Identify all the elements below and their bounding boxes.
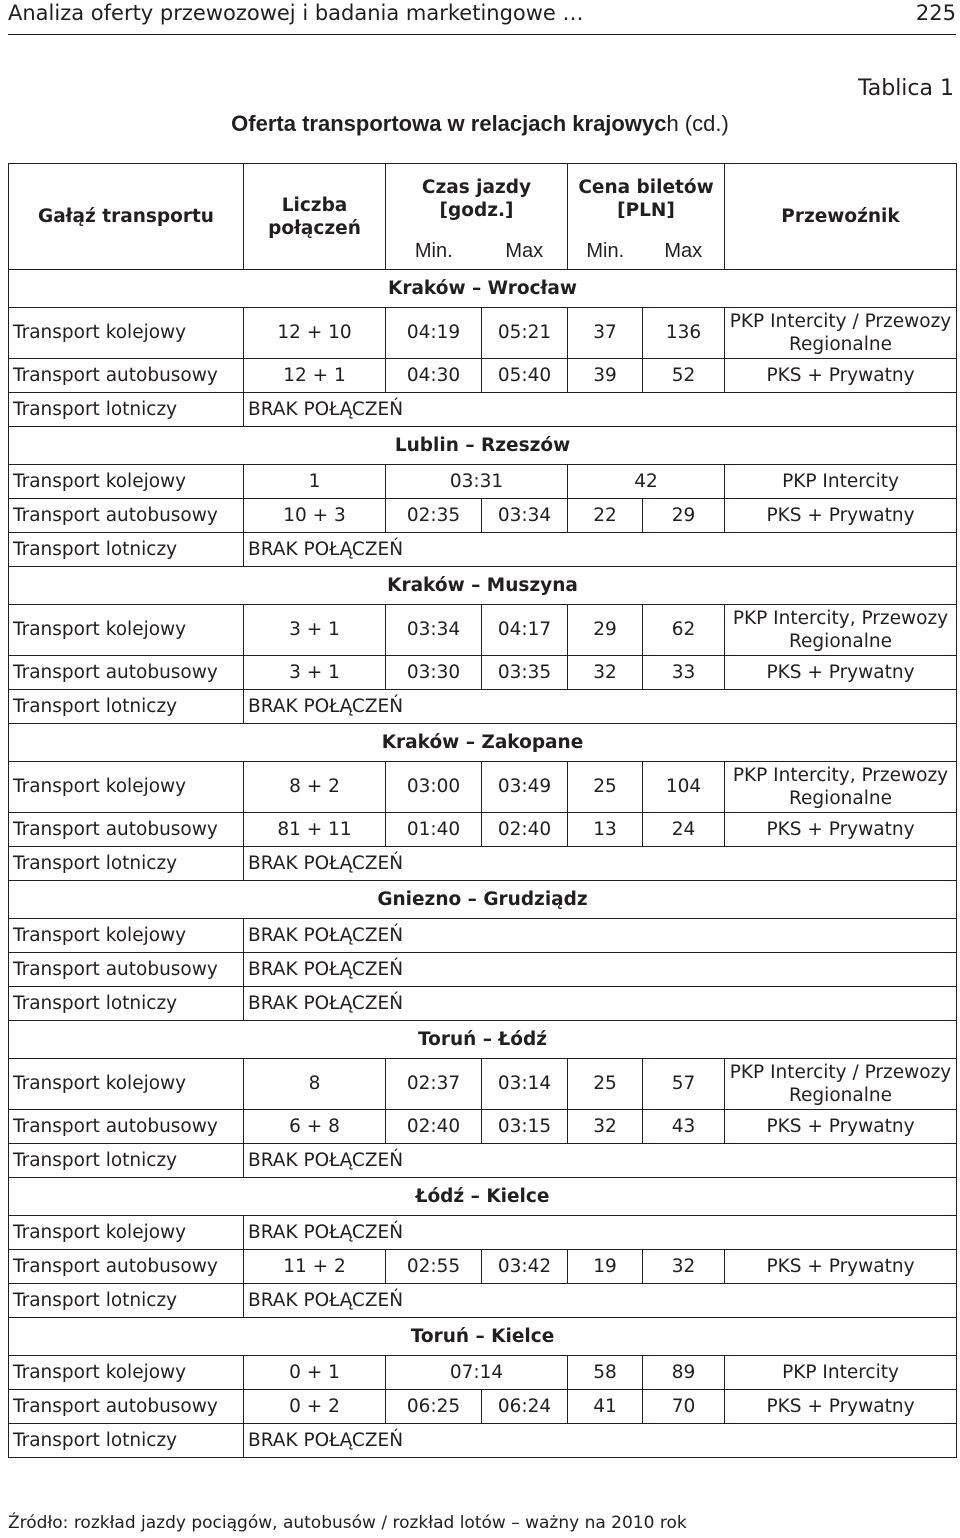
header-travel-time: Czas jazdy [godz.]: [386, 164, 568, 234]
branch-cell: Transport autobusowy: [9, 1250, 244, 1284]
route-row: [9, 1178, 957, 1216]
time-min-cell: 04:30: [386, 359, 482, 393]
table-row: [9, 987, 957, 1021]
table-row: [9, 1424, 957, 1458]
price-max-cell: 32: [643, 1250, 725, 1284]
table-row: [9, 919, 957, 953]
branch-cell: Transport autobusowy: [9, 953, 244, 987]
branch-cell: Transport kolejowy: [9, 308, 244, 359]
header-branch: Gałąź transportu: [9, 164, 244, 270]
branch-cell: Transport kolejowy: [9, 919, 244, 953]
time-max-cell: 06:24: [482, 1390, 568, 1424]
table-row: [9, 656, 957, 690]
carrier-cell: PKP Intercity / Przewozy Regionalne: [725, 308, 957, 359]
price-max-cell: 104: [643, 762, 725, 813]
branch-cell: Transport lotniczy: [9, 393, 244, 427]
connections-cell: 8 + 2: [244, 762, 386, 813]
branch-cell: Transport autobusowy: [9, 656, 244, 690]
carrier-cell: PKP Intercity, Przewozy Regionalne: [725, 605, 957, 656]
table-row: [9, 605, 957, 656]
price-min-cell: 25: [568, 762, 643, 813]
table-row: [9, 499, 957, 533]
price-max-cell: 70: [643, 1390, 725, 1424]
route-heading: Kraków – Zakopane: [9, 724, 957, 762]
transport-offer-table: [8, 163, 957, 1458]
price-min-cell: 22: [568, 499, 643, 533]
header-price-max: Max: [643, 234, 725, 270]
price-max-cell: 43: [643, 1110, 725, 1144]
time-max-cell: 05:40: [482, 359, 568, 393]
branch-cell: Transport kolejowy: [9, 1059, 244, 1110]
carrier-cell: PKP Intercity, Przewozy Regionalne: [725, 762, 957, 813]
time-min-cell: 03:34: [386, 605, 482, 656]
price-min-cell: 32: [568, 1110, 643, 1144]
branch-cell: Transport lotniczy: [9, 847, 244, 881]
price-max-cell: 89: [643, 1356, 725, 1390]
table-row: [9, 1250, 957, 1284]
no-connection-cell: BRAK POŁĄCZEŃ: [244, 1216, 957, 1250]
carrier-cell: PKS + Prywatny: [725, 1110, 957, 1144]
price-max-cell: 136: [643, 308, 725, 359]
header-time-min: Min.: [386, 234, 482, 270]
branch-cell: Transport lotniczy: [9, 1284, 244, 1318]
price-min-cell: 39: [568, 359, 643, 393]
time-min-cell: 03:30: [386, 656, 482, 690]
no-connection-cell: BRAK POŁĄCZEŃ: [244, 1284, 957, 1318]
connections-cell: 6 + 8: [244, 1110, 386, 1144]
table-row: [9, 847, 957, 881]
header-carrier: Przewoźnik: [725, 164, 957, 270]
no-connection-cell: BRAK POŁĄCZEŃ: [244, 1144, 957, 1178]
table-number: Tablica 1: [857, 76, 954, 101]
price-max-cell: 57: [643, 1059, 725, 1110]
time-max-cell: 03:15: [482, 1110, 568, 1144]
table-row: [9, 813, 957, 847]
branch-cell: Transport lotniczy: [9, 987, 244, 1021]
carrier-cell: PKP Intercity: [725, 465, 957, 499]
running-head: [8, 0, 956, 35]
table-title-suffix: h (cd.): [666, 111, 729, 136]
table-row: [9, 1144, 957, 1178]
route-row: [9, 1318, 957, 1356]
table-row: [9, 1216, 957, 1250]
connections-cell: 3 + 1: [244, 605, 386, 656]
time-min-cell: 04:19: [386, 308, 482, 359]
carrier-cell: PKS + Prywatny: [725, 359, 957, 393]
price-cell: 42: [568, 465, 725, 499]
no-connection-cell: BRAK POŁĄCZEŃ: [244, 987, 957, 1021]
table-row: [9, 1356, 957, 1390]
connections-cell: 1: [244, 465, 386, 499]
no-connection-cell: BRAK POŁĄCZEŃ: [244, 690, 957, 724]
price-min-cell: 32: [568, 656, 643, 690]
time-min-cell: 02:55: [386, 1250, 482, 1284]
carrier-cell: PKS + Prywatny: [725, 1250, 957, 1284]
price-min-cell: 41: [568, 1390, 643, 1424]
route-row: [9, 567, 957, 605]
price-max-cell: 52: [643, 359, 725, 393]
table-row: [9, 308, 957, 359]
table-row: [9, 533, 957, 567]
connections-cell: 10 + 3: [244, 499, 386, 533]
carrier-cell: PKS + Prywatny: [725, 656, 957, 690]
page-number: 225: [915, 1, 956, 25]
branch-cell: Transport kolejowy: [9, 1216, 244, 1250]
no-connection-cell: BRAK POŁĄCZEŃ: [244, 919, 957, 953]
carrier-cell: PKP Intercity: [725, 1356, 957, 1390]
connections-cell: 12 + 1: [244, 359, 386, 393]
price-max-cell: 33: [643, 656, 725, 690]
branch-cell: Transport lotniczy: [9, 533, 244, 567]
carrier-cell: PKS + Prywatny: [725, 813, 957, 847]
price-max-cell: 62: [643, 605, 725, 656]
no-connection-cell: BRAK POŁĄCZEŃ: [244, 533, 957, 567]
header-price-min: Min.: [568, 234, 643, 270]
route-heading: Toruń – Kielce: [9, 1318, 957, 1356]
price-max-cell: 29: [643, 499, 725, 533]
table-row: [9, 690, 957, 724]
carrier-cell: PKS + Prywatny: [725, 1390, 957, 1424]
connections-cell: 11 + 2: [244, 1250, 386, 1284]
source-note: Źródło: rozkład jazdy pociągów, autobusów / rozkład lotów – ważny na 2010 rok: [8, 1513, 687, 1533]
header-connections: Liczba połączeń: [244, 164, 386, 270]
route-heading: Łódź – Kielce: [9, 1178, 957, 1216]
time-max-cell: 03:34: [482, 499, 568, 533]
table-row: [9, 953, 957, 987]
table-row: [9, 1390, 957, 1424]
route-row: [9, 1021, 957, 1059]
price-min-cell: 29: [568, 605, 643, 656]
branch-cell: Transport kolejowy: [9, 1356, 244, 1390]
table-row: [9, 359, 957, 393]
branch-cell: Transport kolejowy: [9, 762, 244, 813]
branch-cell: Transport autobusowy: [9, 1110, 244, 1144]
time-min-cell: 02:37: [386, 1059, 482, 1110]
price-min-cell: 37: [568, 308, 643, 359]
connections-cell: 0 + 1: [244, 1356, 386, 1390]
route-row: [9, 881, 957, 919]
time-min-cell: 02:35: [386, 499, 482, 533]
table-row: [9, 465, 957, 499]
table-title: [0, 111, 960, 137]
time-max-cell: 03:35: [482, 656, 568, 690]
time-max-cell: 04:17: [482, 605, 568, 656]
no-connection-cell: BRAK POŁĄCZEŃ: [244, 393, 957, 427]
branch-cell: Transport kolejowy: [9, 465, 244, 499]
no-connection-cell: BRAK POŁĄCZEŃ: [244, 847, 957, 881]
time-max-cell: 05:21: [482, 308, 568, 359]
no-connection-cell: BRAK POŁĄCZEŃ: [244, 953, 957, 987]
route-heading: Kraków – Muszyna: [9, 567, 957, 605]
branch-cell: Transport lotniczy: [9, 1144, 244, 1178]
header-row: [9, 164, 957, 234]
travel-time-cell: 07:14: [386, 1356, 568, 1390]
time-max-cell: 03:14: [482, 1059, 568, 1110]
time-min-cell: 03:00: [386, 762, 482, 813]
table-row: [9, 762, 957, 813]
time-min-cell: 01:40: [386, 813, 482, 847]
branch-cell: Transport autobusowy: [9, 359, 244, 393]
table-row: [9, 1059, 957, 1110]
route-heading: Gniezno – Grudziądz: [9, 881, 957, 919]
route-heading: Toruń – Łódź: [9, 1021, 957, 1059]
table-row: [9, 1110, 957, 1144]
travel-time-cell: 03:31: [386, 465, 568, 499]
route-heading: Lublin – Rzeszów: [9, 427, 957, 465]
branch-cell: Transport kolejowy: [9, 605, 244, 656]
carrier-cell: PKP Intercity / Przewozy Regionalne: [725, 1059, 957, 1110]
no-connection-cell: BRAK POŁĄCZEŃ: [244, 1424, 957, 1458]
connections-cell: 0 + 2: [244, 1390, 386, 1424]
price-min-cell: 58: [568, 1356, 643, 1390]
price-min-cell: 25: [568, 1059, 643, 1110]
time-max-cell: 02:40: [482, 813, 568, 847]
connections-cell: 12 + 10: [244, 308, 386, 359]
route-row: [9, 724, 957, 762]
running-head-title: Analiza oferty przewozowej i badania marketingowe …: [8, 1, 584, 25]
time-min-cell: 02:40: [386, 1110, 482, 1144]
connections-cell: 81 + 11: [244, 813, 386, 847]
price-min-cell: 13: [568, 813, 643, 847]
branch-cell: Transport lotniczy: [9, 1424, 244, 1458]
connections-cell: 3 + 1: [244, 656, 386, 690]
route-heading: Kraków – Wrocław: [9, 270, 957, 308]
branch-cell: Transport autobusowy: [9, 1390, 244, 1424]
header-time-max: Max: [482, 234, 568, 270]
time-max-cell: 03:42: [482, 1250, 568, 1284]
price-min-cell: 19: [568, 1250, 643, 1284]
header-ticket-price: Cena biletów [PLN]: [568, 164, 725, 234]
carrier-cell: PKS + Prywatny: [725, 499, 957, 533]
price-max-cell: 24: [643, 813, 725, 847]
time-max-cell: 03:49: [482, 762, 568, 813]
table-row: [9, 393, 957, 427]
table-row: [9, 1284, 957, 1318]
route-row: [9, 427, 957, 465]
branch-cell: Transport autobusowy: [9, 813, 244, 847]
branch-cell: Transport lotniczy: [9, 690, 244, 724]
connections-cell: 8: [244, 1059, 386, 1110]
route-row: [9, 270, 957, 308]
branch-cell: Transport autobusowy: [9, 499, 244, 533]
time-min-cell: 06:25: [386, 1390, 482, 1424]
table-title-main: Oferta transportowa w relacjach krajowyc: [231, 111, 667, 136]
